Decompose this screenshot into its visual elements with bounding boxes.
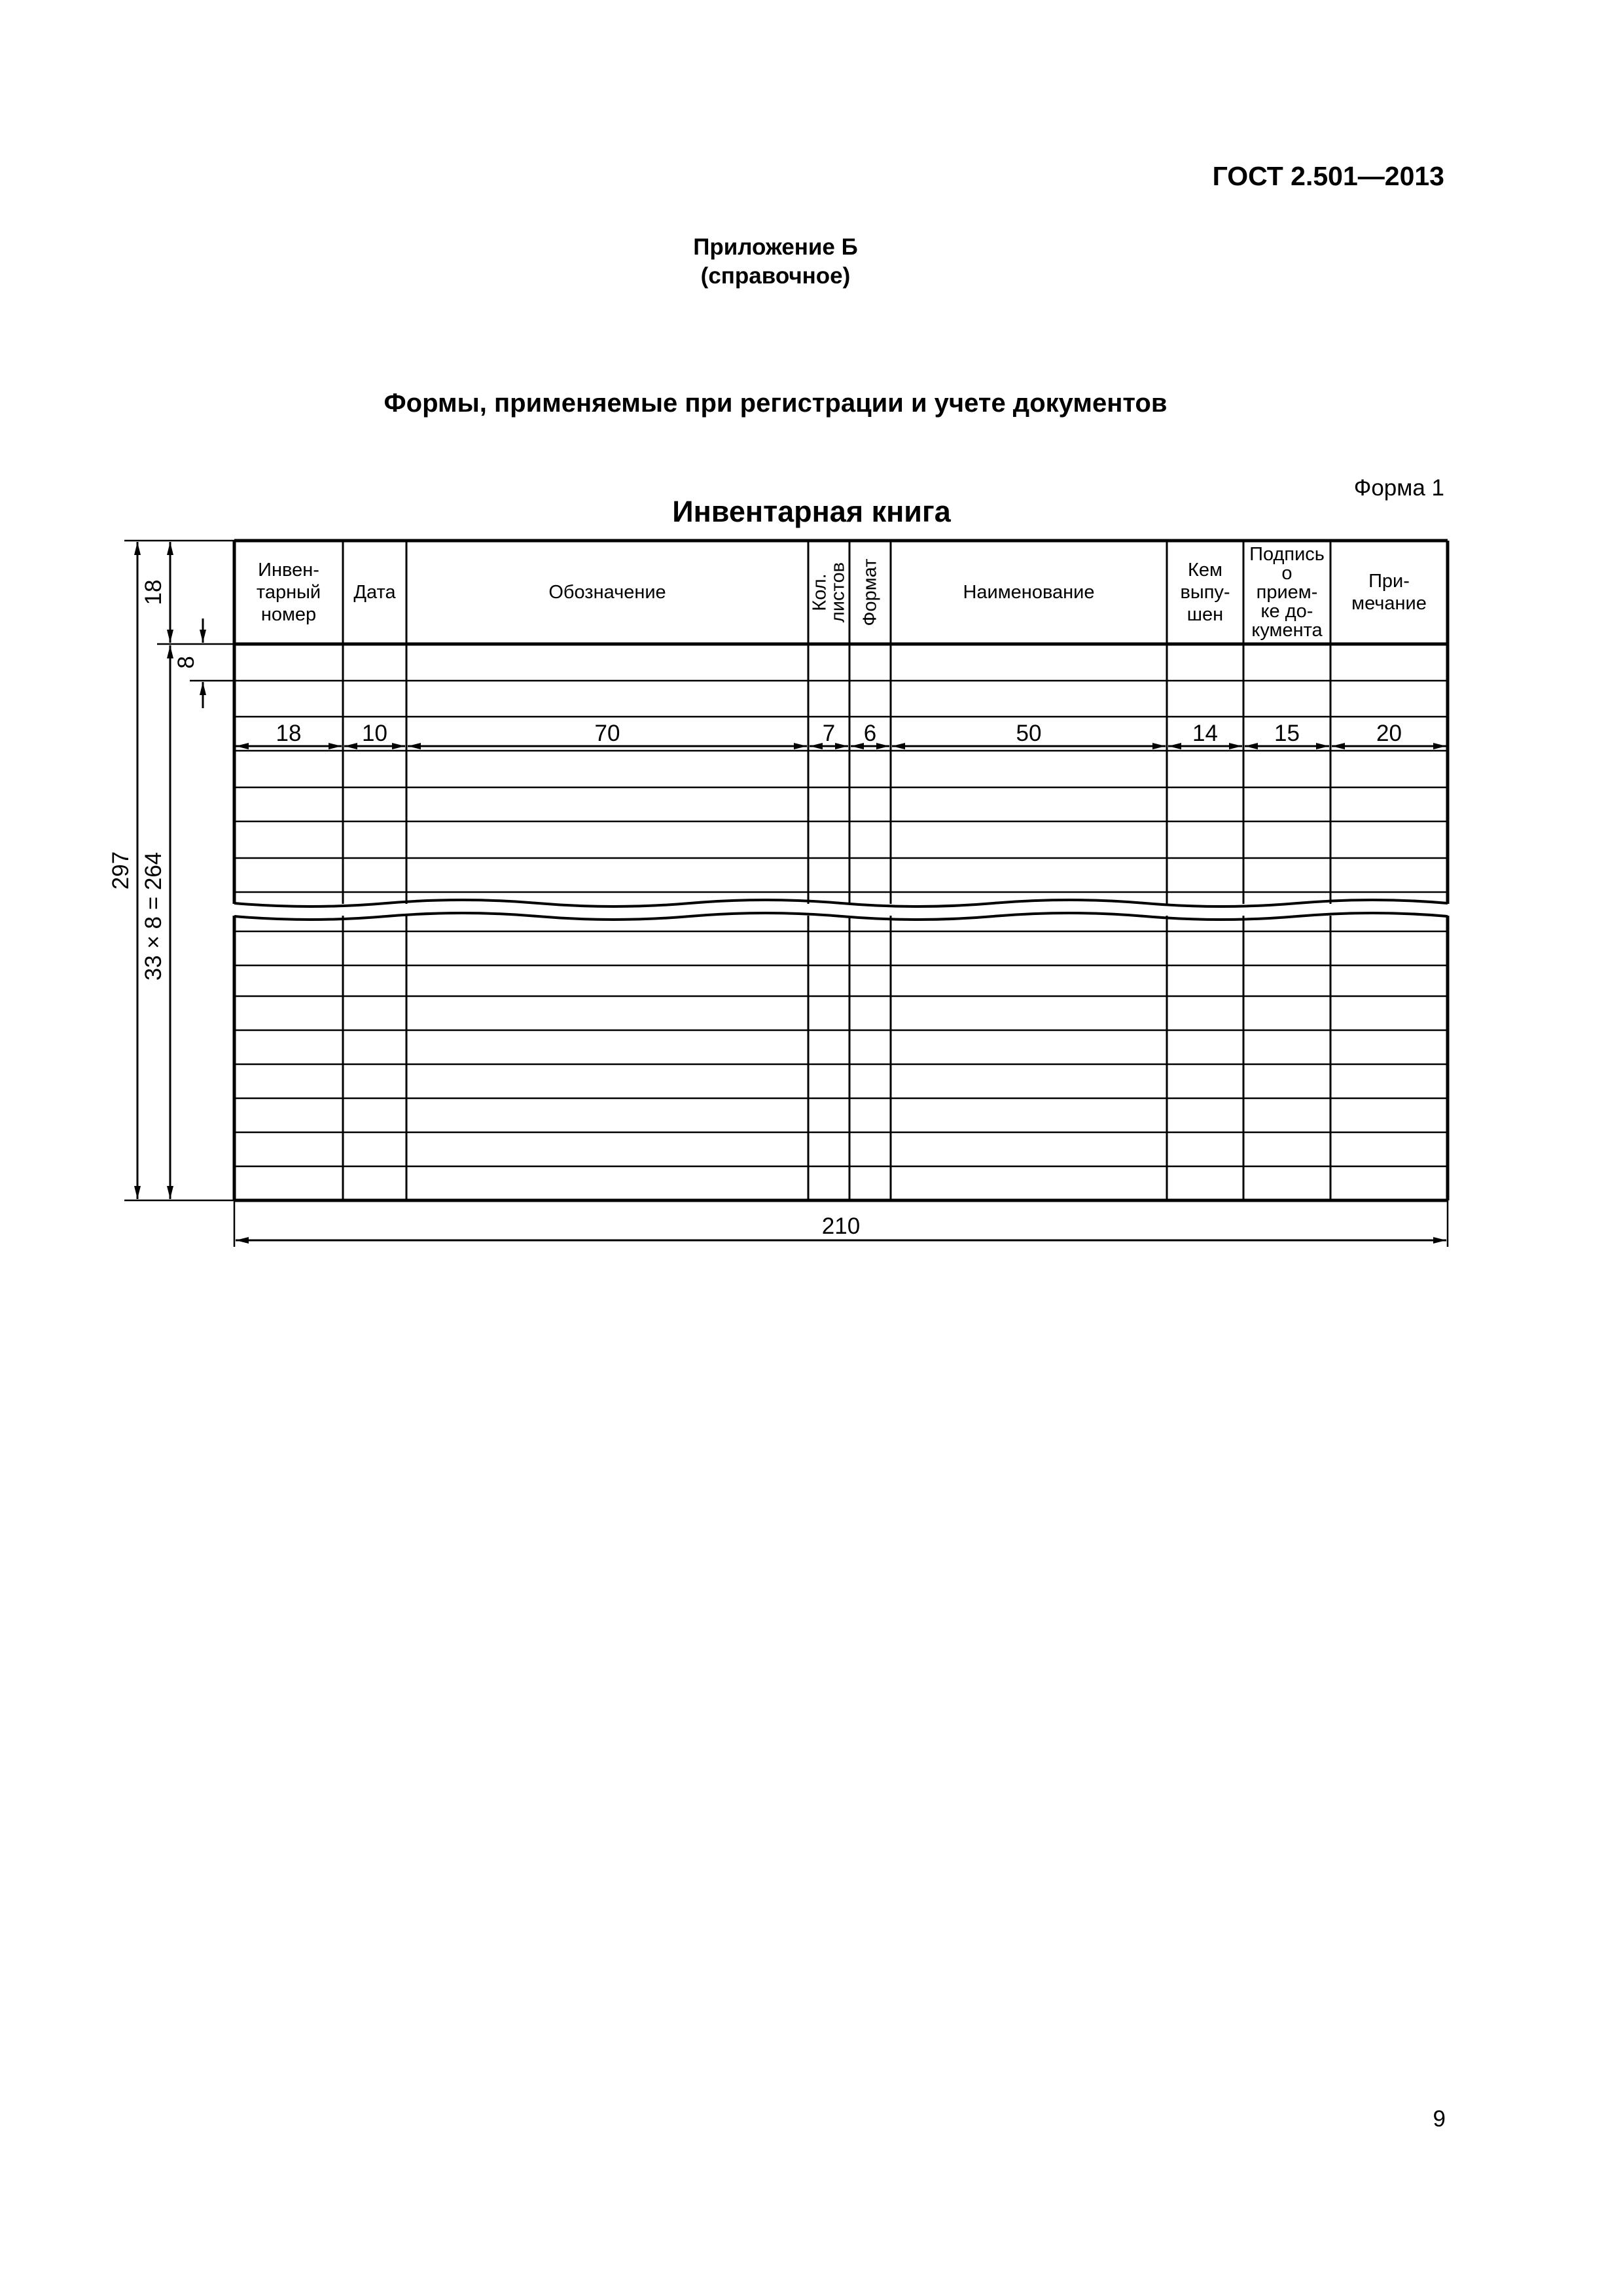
page-width-label: 210 [821,1213,861,1239]
header-inventory-number-line: Инвен- [258,560,319,581]
header-acceptance-signature-line: Подпись [1249,544,1325,565]
book-title: Инвентарная книга [672,495,951,528]
break-line-top [234,900,1448,906]
header-date-line: Дата [353,582,396,603]
form-label: Форма 1 [1353,475,1444,501]
appendix-subtitle: (справочное) [700,263,851,289]
header-acceptance-signature-line: прием- [1256,582,1318,603]
column-width-label: 6 [863,721,877,746]
rows-total-label: 33 × 8 = 264 [141,852,166,981]
column-width-label: 7 [822,721,836,746]
header-acceptance-signature-line: кумента [1251,620,1323,641]
section-title: Формы, применяемые при регистрации и учете документов [383,389,1168,418]
document-code: ГОСТ 2.501—2013 [1212,161,1444,191]
header-sheet-count-line: Кол. [809,573,830,611]
header-acceptance-signature-line: ке до- [1260,601,1313,622]
header-inventory-number-line: номер [260,604,317,625]
column-width-label: 50 [1016,721,1042,746]
header-sheet-count-line: листов [827,562,849,623]
page-number: 9 [1433,2106,1446,2132]
header-issued-by-line: Кем [1188,560,1222,581]
row-height-label: 8 [173,656,199,669]
header-designation-line: Обозначение [548,582,666,603]
header-format-line: Формат [859,558,881,626]
header-labels [257,544,1427,641]
header-issued-by-line: выпу- [1180,582,1230,603]
header-notes-line: мечание [1351,593,1427,614]
column-width-label: 10 [362,721,387,746]
column-width-label: 15 [1274,721,1300,746]
header-issued-by-line: шен [1186,604,1224,625]
header-height-label: 18 [141,579,166,605]
appendix-title: Приложение Б [693,234,858,260]
column-width-label: 20 [1376,721,1402,746]
header-notes-line: При- [1368,571,1410,592]
page-height-label: 297 [108,851,134,890]
dimension-lines [108,541,1448,1247]
header-inventory-number-line: тарный [256,582,321,603]
header-name-line: Наименование [963,582,1095,603]
column-width-label: 18 [276,721,302,746]
column-width-label: 70 [594,721,620,746]
header-acceptance-signature-line: о [1281,563,1293,584]
break-line-bottom [234,913,1448,920]
column-width-label: 14 [1192,721,1218,746]
